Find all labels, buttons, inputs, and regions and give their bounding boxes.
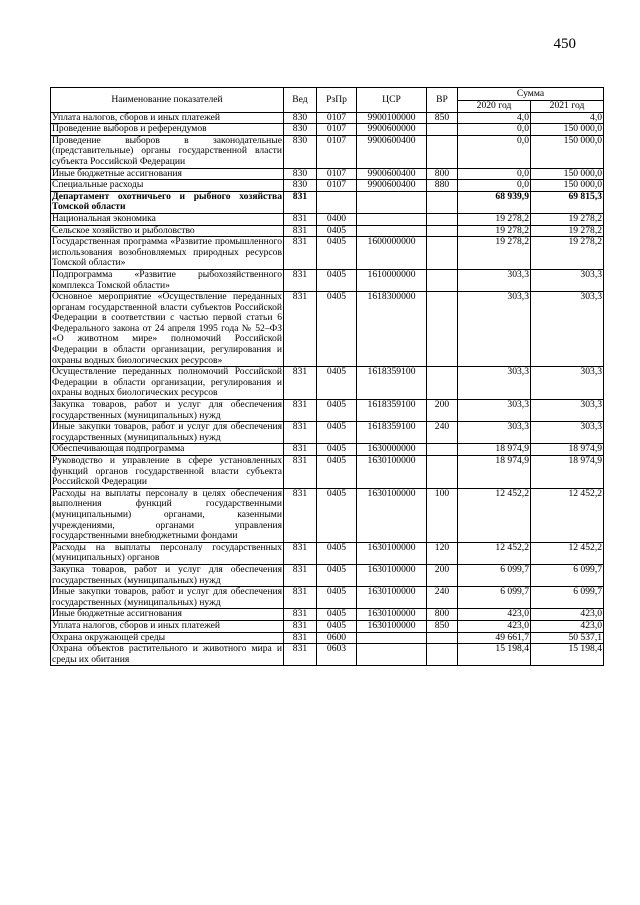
row-sum-2020: 49 661,7	[458, 632, 531, 644]
row-vr	[427, 191, 458, 213]
row-ved: 831	[284, 644, 317, 666]
row-sum-2020: 19 278,2	[458, 237, 531, 270]
row-name: Расходы на выплаты персоналу в целях обеспечения выполнения функций государственными (муниципальными) органами, казенными учреждениями, органами управления государственными внебюджетными фондами	[52, 487, 282, 542]
row-csr: 1630100000	[357, 488, 427, 542]
row-sum-2021: 303,3	[531, 269, 604, 291]
row-vr	[427, 456, 458, 489]
table-row	[51, 112, 604, 124]
table-body	[51, 112, 604, 666]
row-sum-2021: 6 099,7	[531, 587, 604, 609]
row-vr	[427, 225, 458, 237]
row-sum-2021: 18 974,9	[531, 444, 604, 456]
row-sum-2021: 19 278,2	[531, 225, 604, 237]
row-name: Уплата налогов, сборов и иных платежей	[51, 620, 284, 632]
row-sum-2020: 19 278,2	[458, 225, 531, 237]
row-ved: 831	[284, 444, 317, 456]
row-sum-2020: 303,3	[458, 269, 531, 291]
table-row	[51, 292, 604, 367]
row-rzpr: 0405	[317, 367, 357, 400]
row-name: Расходы на выплаты персоналу государственных (муниципальных) органов	[52, 541, 282, 564]
row-rzpr	[317, 191, 357, 213]
row-rzpr: 0107	[317, 124, 357, 136]
row-sum-2020: 12 452,2	[458, 542, 531, 564]
row-sum-2021: 19 278,2	[531, 213, 604, 225]
row-rzpr: 0405	[317, 400, 357, 422]
row-rzpr: 0107	[317, 112, 357, 124]
row-ved: 831	[284, 488, 317, 542]
row-csr: 1630100000	[357, 564, 427, 586]
table-row	[51, 632, 604, 644]
row-sum-2021: 12 452,2	[531, 542, 604, 564]
row-sum-2021: 150 000,0	[531, 180, 604, 192]
row-ved: 830	[284, 112, 317, 124]
row-vr	[427, 124, 458, 136]
row-sum-2021: 423,0	[531, 609, 604, 621]
row-csr: 1610000000	[357, 269, 427, 291]
row-sum-2021: 50 537,1	[531, 632, 604, 644]
row-rzpr: 0400	[317, 213, 357, 225]
row-name: Сельское хозяйство и рыболовство	[51, 225, 284, 237]
row-sum-2020: 18 974,9	[458, 456, 531, 489]
row-csr: 1618359100	[357, 422, 427, 444]
row-ved: 831	[284, 269, 317, 291]
row-vr	[427, 237, 458, 270]
table-row	[51, 564, 604, 586]
row-sum-2020: 0,0	[458, 135, 531, 168]
row-sum-2020: 18 974,9	[458, 444, 531, 456]
row-vr	[427, 135, 458, 168]
row-ved: 831	[284, 456, 317, 489]
row-name: Закупка товаров, работ и услуг для обеспечения государственных (муниципальных) нужд	[52, 399, 282, 421]
row-vr: 800	[427, 168, 458, 180]
table-row	[51, 191, 604, 213]
header-vr: ВР	[427, 88, 458, 113]
header-sum: Сумма	[458, 88, 604, 101]
row-name: Охрана окружающей среды	[51, 632, 284, 644]
row-name: Иные закупки товаров, работ и услуг для обеспечения государственных (муниципальных) нужд	[52, 421, 282, 443]
row-csr: 1630100000	[357, 542, 427, 564]
row-name: Иные закупки товаров, работ и услуг для обеспечения государственных (муниципальных) нужд	[52, 586, 282, 608]
table-header	[51, 88, 604, 113]
row-ved: 831	[284, 609, 317, 621]
row-ved: 830	[284, 135, 317, 168]
row-rzpr: 0603	[317, 644, 357, 666]
row-csr: 9900600400	[357, 180, 427, 192]
row-csr	[357, 632, 427, 644]
row-csr: 1618359100	[357, 400, 427, 422]
header-year-2020: 2020 год	[458, 101, 531, 113]
row-ved: 831	[284, 367, 317, 400]
row-csr: 1618300000	[357, 292, 427, 367]
row-ved: 831	[284, 564, 317, 586]
row-name: Руководство и управление в сфере установленных функций органов государственной власти субъекта Российской Федерации	[52, 455, 282, 488]
row-sum-2020: 6 099,7	[458, 587, 531, 609]
row-csr: 9900100000	[357, 112, 427, 124]
table-row	[51, 644, 604, 666]
row-vr	[427, 632, 458, 644]
row-vr: 240	[427, 422, 458, 444]
row-rzpr: 0405	[317, 237, 357, 270]
row-ved: 831	[284, 225, 317, 237]
row-csr: 9900600400	[357, 135, 427, 168]
row-ved: 831	[284, 542, 317, 564]
row-sum-2020: 303,3	[458, 400, 531, 422]
row-name: Специальные расходы	[51, 180, 284, 192]
row-vr	[427, 367, 458, 400]
row-csr: 1630100000	[357, 609, 427, 621]
row-ved: 831	[284, 632, 317, 644]
row-csr: 1630100000	[357, 620, 427, 632]
row-rzpr: 0600	[317, 632, 357, 644]
table-row	[51, 542, 604, 564]
table-row	[51, 180, 604, 192]
row-csr: 1630000000	[357, 444, 427, 456]
table-row	[51, 609, 604, 621]
table-row	[51, 367, 604, 400]
row-csr: 9900600400	[357, 168, 427, 180]
row-name: Уплата налогов, сборов и иных платежей	[51, 112, 284, 124]
table-row	[51, 269, 604, 291]
row-ved: 831	[284, 400, 317, 422]
row-sum-2021: 6 099,7	[531, 564, 604, 586]
row-csr: 1618359100	[357, 367, 427, 400]
row-name: Основное мероприятие «Осуществление переданных органам государственной власти субъектов Российской Федерации в соответствии с частью первой статьи 6 Федерального закона от 24 апреля 1995 года № 52–ФЗ «О животном мире» полномочий Российской Федерации в области организации, регулирования и охраны водных биологических ресурсов»	[52, 291, 282, 366]
row-csr: 1630100000	[357, 456, 427, 489]
row-name: Охрана объектов растительного и животного мира и среды их обитания	[52, 643, 282, 665]
row-ved: 831	[284, 587, 317, 609]
row-vr	[427, 292, 458, 367]
row-vr	[427, 444, 458, 456]
row-sum-2020: 0,0	[458, 168, 531, 180]
row-sum-2021: 150 000,0	[531, 168, 604, 180]
row-ved: 831	[284, 191, 317, 213]
table-row	[51, 488, 604, 542]
table-row	[51, 124, 604, 136]
header-name: Наименование показателей	[51, 88, 284, 113]
row-sum-2021: 303,3	[531, 367, 604, 400]
row-sum-2021: 12 452,2	[531, 488, 604, 542]
table-row	[51, 444, 604, 456]
row-sum-2020: 4,0	[458, 112, 531, 124]
row-sum-2021: 303,3	[531, 422, 604, 444]
row-name: Подпрограмма «Развитие рыбохозяйственного комплекса Томской области»	[52, 268, 282, 291]
row-rzpr: 0405	[317, 269, 357, 291]
row-sum-2021: 18 974,9	[531, 456, 604, 489]
row-vr: 850	[427, 112, 458, 124]
row-sum-2021: 423,0	[531, 620, 604, 632]
header-rzpr: РзПр	[317, 88, 357, 113]
row-csr: 1600000000	[357, 237, 427, 270]
row-ved: 831	[284, 292, 317, 367]
row-sum-2020: 12 452,2	[458, 488, 531, 542]
row-ved: 830	[284, 180, 317, 192]
row-vr: 100	[427, 488, 458, 542]
row-rzpr: 0405	[317, 225, 357, 237]
row-ved: 830	[284, 168, 317, 180]
row-sum-2021: 303,3	[531, 400, 604, 422]
row-ved: 830	[284, 124, 317, 136]
row-sum-2020: 15 198,4	[458, 644, 531, 666]
row-rzpr: 0405	[317, 564, 357, 586]
row-sum-2021: 150 000,0	[531, 124, 604, 136]
row-csr: 9900600000	[357, 124, 427, 136]
row-sum-2020: 0,0	[458, 180, 531, 192]
row-vr: 200	[427, 564, 458, 586]
row-name: Осуществление переданных полномочий Российской Федерации в области организации, регулирования и охраны водных биологических ресурсов	[52, 366, 282, 399]
row-vr: 850	[427, 620, 458, 632]
table-row	[51, 587, 604, 609]
row-name: Национальная экономика	[51, 213, 284, 225]
header-csr: ЦСР	[357, 88, 427, 113]
row-rzpr: 0405	[317, 609, 357, 621]
row-sum-2021: 19 278,2	[531, 237, 604, 270]
row-sum-2021: 4,0	[531, 112, 604, 124]
row-vr: 240	[427, 587, 458, 609]
table-row	[51, 213, 604, 225]
table-row	[51, 168, 604, 180]
row-sum-2021: 150 000,0	[531, 135, 604, 168]
row-ved: 831	[284, 422, 317, 444]
row-name: Иные бюджетные ассигнования	[51, 609, 284, 621]
row-sum-2020: 303,3	[458, 292, 531, 367]
row-sum-2020: 303,3	[458, 422, 531, 444]
budget-table	[50, 87, 604, 666]
row-sum-2021: 303,3	[531, 292, 604, 367]
row-vr	[427, 269, 458, 291]
row-rzpr: 0405	[317, 587, 357, 609]
page-number: 450	[553, 36, 576, 52]
row-sum-2020: 0,0	[458, 124, 531, 136]
row-name: Закупка товаров, работ и услуг для обеспечения государственных (муниципальных) нужд	[52, 563, 282, 586]
row-sum-2021: 15 198,4	[531, 644, 604, 666]
row-rzpr: 0405	[317, 620, 357, 632]
row-csr: 1630100000	[357, 587, 427, 609]
header-year-2021: 2021 год	[531, 101, 604, 113]
row-rzpr: 0405	[317, 542, 357, 564]
row-csr	[357, 191, 427, 213]
row-sum-2020: 6 099,7	[458, 564, 531, 586]
table-row	[51, 237, 604, 270]
row-vr	[427, 213, 458, 225]
row-sum-2021: 69 815,3	[531, 191, 604, 213]
row-rzpr: 0405	[317, 292, 357, 367]
row-sum-2020: 423,0	[458, 620, 531, 632]
row-rzpr: 0107	[317, 168, 357, 180]
row-sum-2020: 68 939,9	[458, 191, 531, 213]
header-ved: Вед	[284, 88, 317, 113]
row-vr: 800	[427, 609, 458, 621]
row-name: Обеспечивающая подпрограмма	[51, 444, 284, 456]
row-csr	[357, 213, 427, 225]
table-row	[51, 422, 604, 444]
row-rzpr: 0405	[317, 488, 357, 542]
row-csr	[357, 225, 427, 237]
row-csr	[357, 644, 427, 666]
table-row	[51, 225, 604, 237]
row-rzpr: 0405	[317, 422, 357, 444]
row-name: Иные бюджетные ассигнования	[51, 168, 284, 180]
row-rzpr: 0405	[317, 444, 357, 456]
row-vr: 880	[427, 180, 458, 192]
row-rzpr: 0107	[317, 180, 357, 192]
row-vr	[427, 644, 458, 666]
row-ved: 831	[284, 213, 317, 225]
row-sum-2020: 19 278,2	[458, 213, 531, 225]
table-row	[51, 400, 604, 422]
row-name: Проведение выборов и референдумов	[51, 124, 284, 136]
row-vr: 200	[427, 400, 458, 422]
table-row	[51, 456, 604, 489]
row-rzpr: 0405	[317, 456, 357, 489]
row-ved: 831	[284, 620, 317, 632]
row-sum-2020: 423,0	[458, 609, 531, 621]
row-name: Департамент охотничьего и рыбного хозяйства Томской области	[52, 190, 282, 213]
row-ved: 831	[284, 237, 317, 270]
table-row	[51, 620, 604, 632]
row-rzpr: 0107	[317, 135, 357, 168]
row-sum-2020: 303,3	[458, 367, 531, 400]
table-row	[51, 135, 604, 168]
row-name: Государственная программа «Развитие промышленного использования возобновляемых природных ресурсов Томской области»	[52, 236, 282, 269]
row-vr: 120	[427, 542, 458, 564]
row-name: Проведение выборов в законодательные (представительные) органы государственной власти субъекта Российской Федерации	[52, 134, 282, 167]
